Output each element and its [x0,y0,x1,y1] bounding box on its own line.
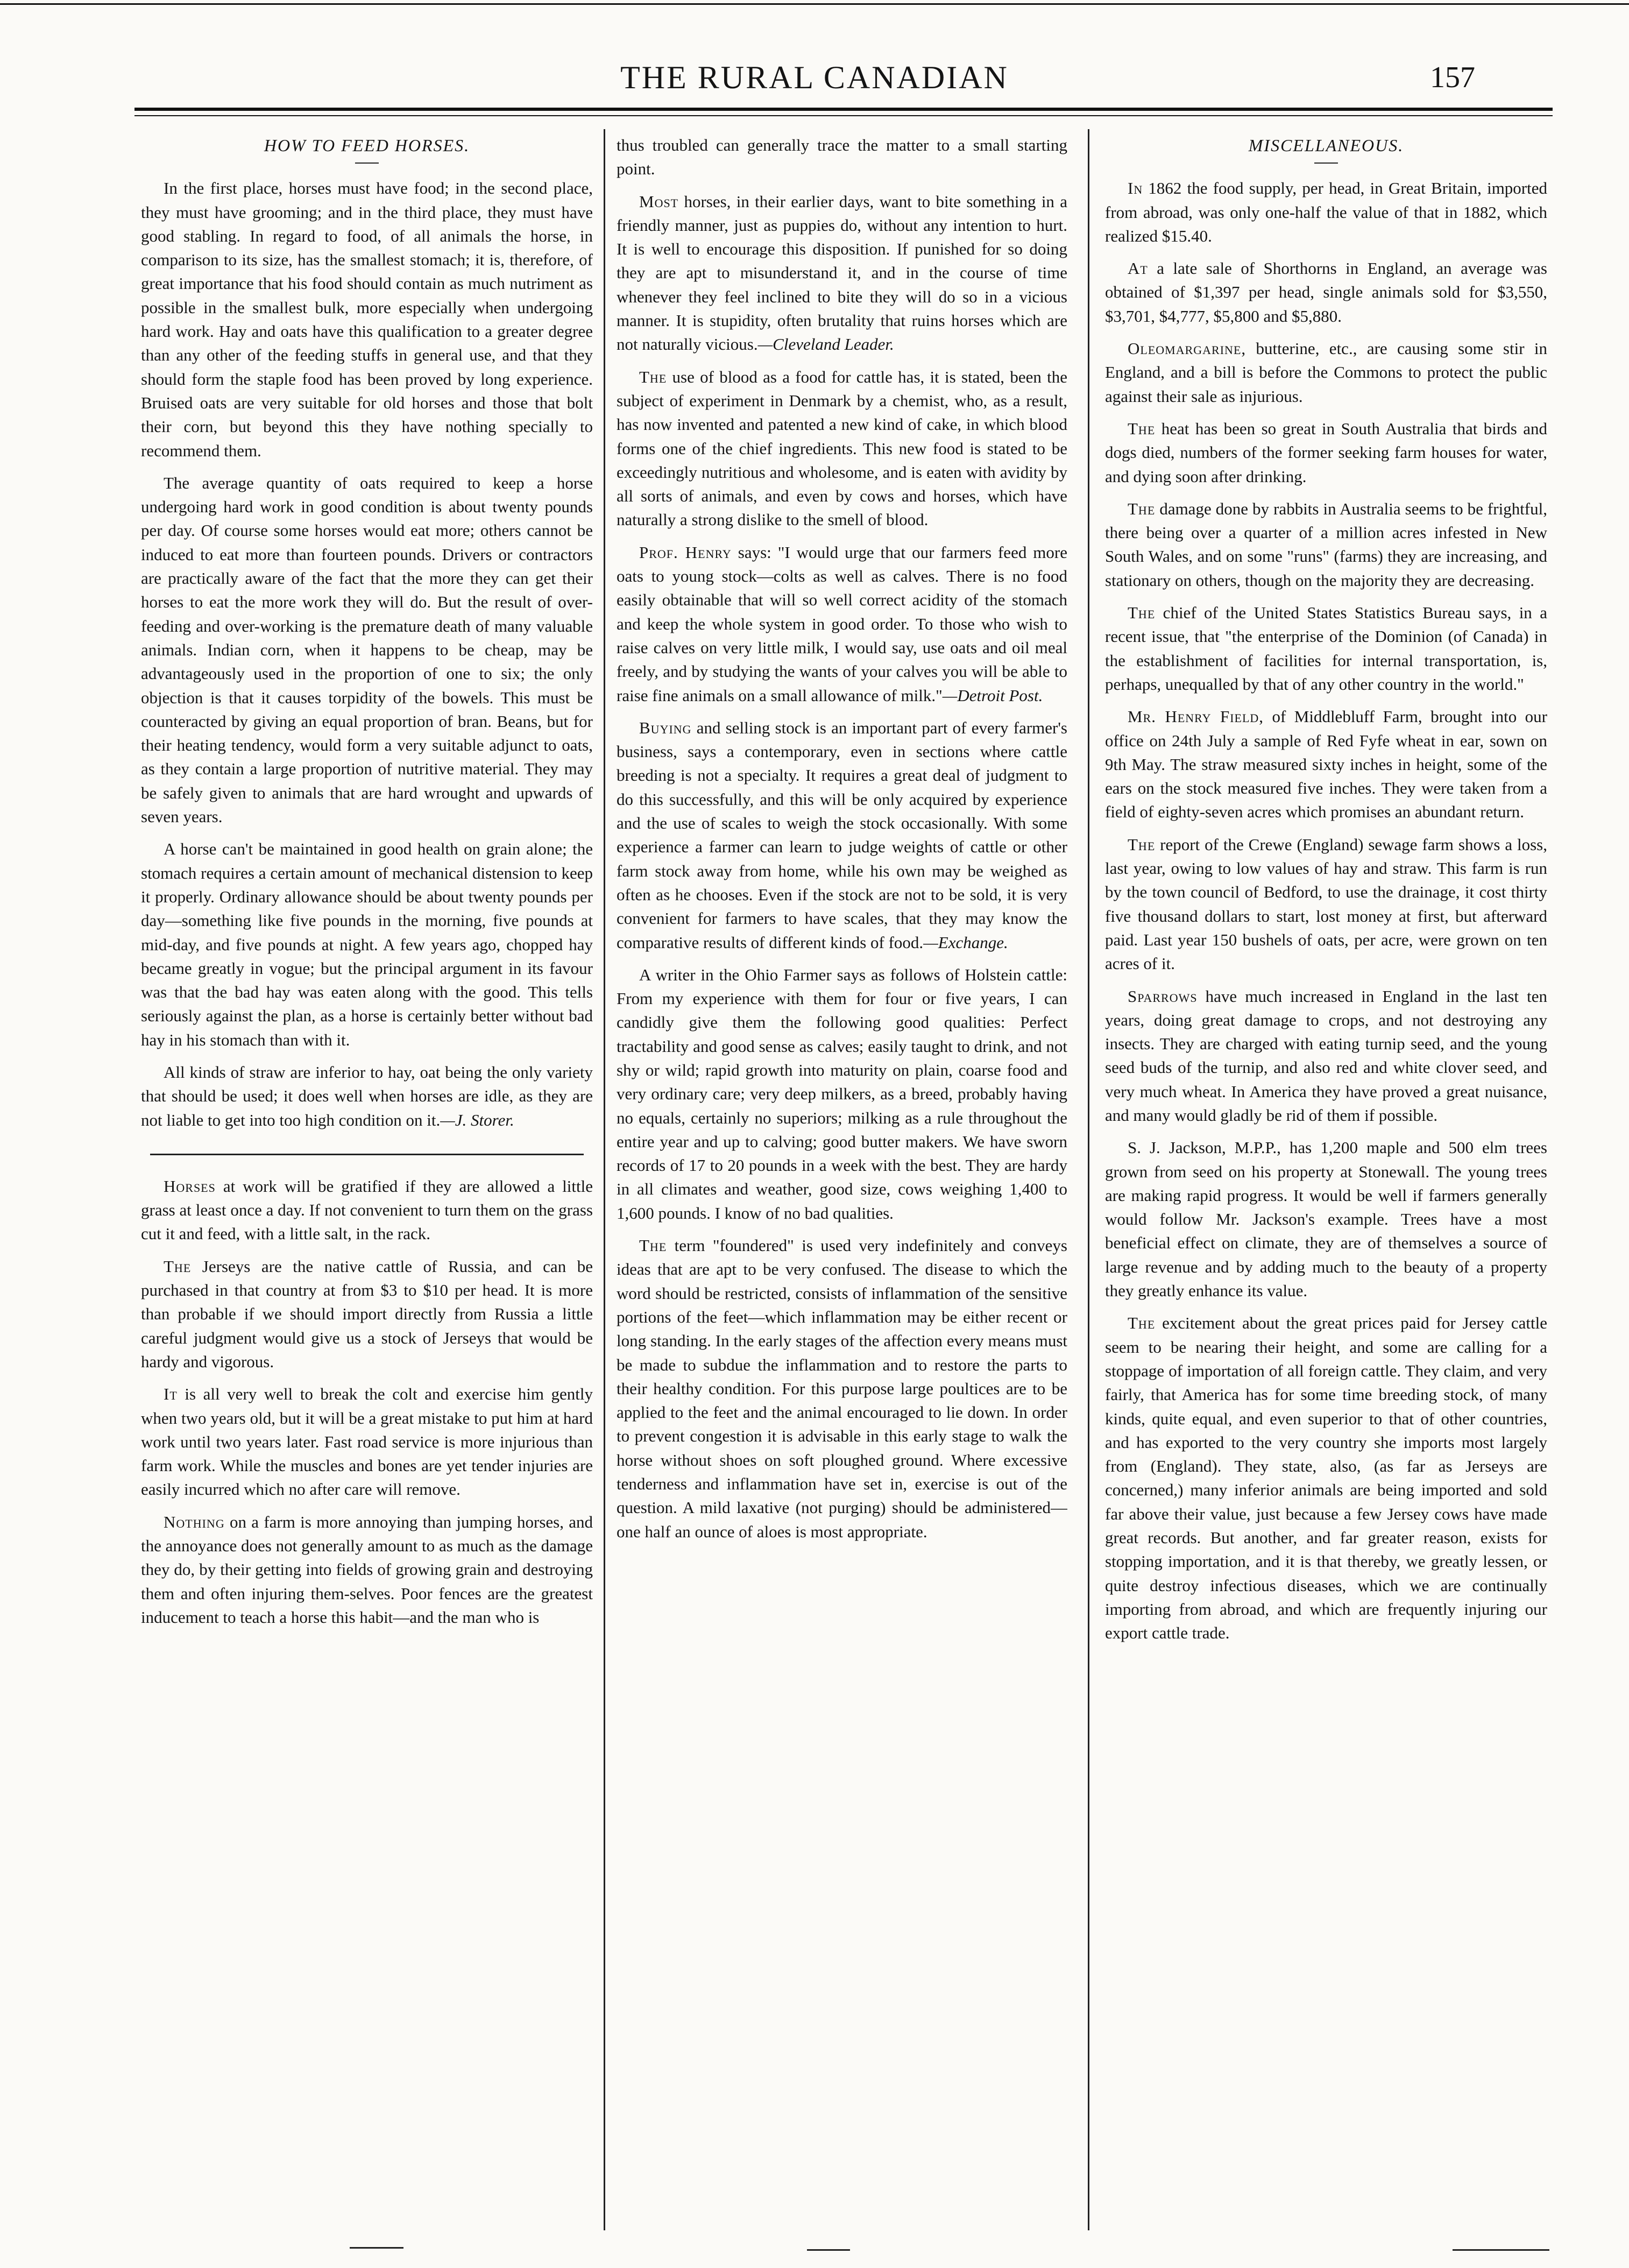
article-lead-word: The [1128,1313,1156,1333]
footer-rule-left [350,2247,403,2249]
article-text: chief of the United States Statistics Bureau says, in a recent issue, that "the enterprise of the Dominion (of Canada) in the establishment of facilities for internal transportation, is, perhaps, unequalled by that of any other country in the world." [1105,603,1547,694]
article-lead-word: The [1128,603,1156,623]
article-text: horses, in their earlier days, want to bite something in a friendly manner, just as puppies do, without any intention to hurt. It is well to encourage this disposition. If punished for so doing they are apt to misunderstand it, and in the course of time whenever they feel inclined to bite they will do so in a vicious manner. It is stupidity, often brutality that ruins horses which are not naturally vicious. [617,192,1067,354]
article-lead-word: The [1128,499,1156,518]
article-text: damage done by rabbits in Australia seems to be frightful, there being over a quarter of a million acres infested in New South Wales, and on some "runs" (farms) they are increasing, and stationary on others, though on the majority they are decreasing. [1105,499,1547,590]
article-paragraph [1105,337,1547,408]
article-paragraph [1105,601,1547,696]
article-lead-word: Mr. Henry Field, [1128,707,1264,726]
article-paragraph [617,133,1067,181]
article-paragraph [617,963,1067,1225]
article-paragraph [141,1255,593,1374]
column-divider-2 [1088,129,1089,2230]
article-text: term "foundered" is used very indefinitely and conveys ideas that are apt to be very confused. The disease to which the word should be restricted, consists of inflammation of the sensitive portions of the feet—which inflammation may be either recent or long standing. In the early stages of the affection every means must be made to subdue the inflammation and to restore the parts to their healthy condition. For this purpose large poultices are to be applied to the feet and the animal encouraged to lie down. In order to prevent congestion it is advisable in this early stage to walk the horse without shoes on soft ploughed ground. Where excessive tenderness and inflammation have set in, exercise is out of the question. A mild laxative (not purging) should be administered—one half an ounce of aloes is most appropriate. [617,1236,1067,1541]
top-rule [0,3,1629,5]
article-lead-word: The [639,1236,667,1255]
article-text: S. J. Jackson, M.P.P., has 1,200 maple and 500 elm trees grown from seed on his property at Stonewall. The young trees are making rapid progress. It would be well if farmers generally would follow Mr. Jackson's example. Trees have a most beneficial effect on climate, they are of themselves a source of large revenue and by adding much to the beauty of a property they greatly enhance its value. [1105,1138,1547,1301]
article-lead-word: Horses [164,1176,216,1196]
article-text: 1862 the food supply, per head, in Great Britain, imported from abroad, was only one-half the value of that in 1882, which realized $15.40. [1105,179,1547,245]
column-2 [617,133,1067,2237]
article-text: and selling stock is an important part of every farmer's business, says a contemporary, even in sections where cattle breeding is not a specialty. It requires a great deal of judgment to do this successfully, and this will be only acquired by experience and the use of scales to weigh the stock occasionally. With some experience a farmer can learn to judge weights of cattle or other farm stock away from home, while his own may be weighed as often as he chooses. Even if the stock are not to be sold, it is very convenient for farmers to have scales, that they may know the comparative results of different kinds of food. [617,718,1067,952]
section-separator [150,1154,584,1155]
column-heading: HOW TO FEED HORSES. [264,136,470,155]
article-paragraph [1105,176,1547,248]
article-paragraph [141,1175,593,1246]
masthead [0,51,1629,104]
article-lead-word: The [639,367,667,386]
article-lead-word: The [1128,835,1156,854]
article-text: is all very well to break the colt and exercise him gently when two years old, but it will be a great mistake to put him at hard work until two years later. Fast road service is more injurious than farm work. While the muscles and bones are yet tender injuries are easily incurred which no after care will remove. [141,1384,593,1499]
article-paragraph [141,1061,593,1132]
article-text: A horse can't be maintained in good health on grain alone; the stomach requires a certain amount of mechanical distension to keep it properly. Ordinary allowance should be about twenty pounds per day—something like five pounds in the morning, five pounds at mid-day, and five pounds at night. A few years ago, chopped hay became greatly in vogue; but the principal argument in its favour was that the bad hay was eaten along with the good. This tells seriously against the plan, as a horse is certainly better without bad hay in his stomach than with it. [141,839,593,1049]
article-text: on a farm is more annoying than jumping horses, and the annoyance does not generally amount to as much as the damage they do, by their getting into fields of growing grain and destroying them and often injuring them-selves. Poor fences are the greatest inducement to teach a horse this habit—and the man who is [141,1512,593,1627]
article-source: —Exchange. [923,932,1008,952]
article-paragraph [1105,833,1547,976]
column-heading: MISCELLANEOUS. [1248,136,1404,155]
article-paragraph [1105,257,1547,328]
article-paragraph [617,541,1067,708]
article-text: at work will be gratified if they are allowed a little grass at least once a day. If not convenient to turn them on the grass cut it and feed, with a little salt, in the rack. [141,1176,593,1243]
article-text: of Middlebluff Farm, brought into our office on 24th July a sample of Red Fyfe wheat in ear, sown on 9th May. The straw measured sixty inches in height, some of the ears on the stock measured five inches. They were taken from a field of eighty-seven acres which promises an abundant return. [1105,707,1547,822]
publication-title: THE RURAL CANADIAN [620,60,1009,95]
footer-rule-center [807,2249,850,2251]
article-paragraph [1105,497,1547,592]
article-paragraph [1105,1136,1547,1303]
article-source: —Detroit Post. [942,686,1043,705]
article-paragraph [141,837,593,1052]
column-3 [1105,133,1547,2237]
article-lead-word: Nothing [164,1512,225,1531]
article-lead-word: Most [639,192,679,211]
article-text: All kinds of straw are inferior to hay, oat being the only variety that should be used; it does well when horses are idle, as they are not liable to get into too high condition on it. [141,1062,593,1129]
article-paragraph [141,1510,593,1629]
article-paragraph [617,716,1067,955]
article-paragraph [617,190,1067,357]
masthead-rule-thick [134,108,1553,111]
article-lead-word: The [164,1256,192,1276]
article-lead-word: Oleomargarine, [1128,339,1246,358]
article-source: —J. Storer. [440,1110,514,1129]
article-text: heat has been so great in South Australia that birds and dogs died, numbers of the former seeking farm houses for water, and dying soon after drinking. [1105,419,1547,486]
article-paragraph [617,1234,1067,1544]
heading-dash [1314,162,1338,164]
article-paragraph [1105,985,1547,1128]
article-paragraph [1105,417,1547,489]
article-paragraph [1105,1311,1547,1645]
article-text: The average quantity of oats required to keep a horse undergoing hard work in good condition is about twenty pounds per day. Of course some horses would eat more; others cannot be induced to eat more than fourteen pounds. Drivers or contractors are practically aware of the fact that the more they can get their horses to eat the more work they will do. But the result of over-feeding and over-working is the premature death of many valuable animals. Indian corn, when it happens to be cheap, may be advantageously used in the proportion of one to six; the only objection is that it causes torpidity of the bowels. This must be counteracted by giving an equal proportion of bran. Beans, but for their heating tendency, would form a very suitable adjunct to oats, as they contain a large proportion of nutritive material. They may be safely given to animals that are hard wrought and upwards of seven years. [141,473,593,826]
article-lead-word: The [1128,419,1156,438]
article-lead-word: Buying [639,718,692,737]
page-number: 157 [1430,61,1475,94]
article-lead-word: Prof. Henry [639,542,732,562]
article-text: use of blood as a food for cattle has, it is stated, been the subject of experiment in Denmark by a chemist, who, as a result, has now invented and patented a new kind of cake, in which blood forms one of the chief ingredients. This new food is stated to be exceedingly nutritious and wholesome, and is eaten with avidity by all sorts of animals, and even by cows and horses, which have naturally a strong dislike to the smell of blood. [617,367,1067,529]
article-text: Jerseys are the native cattle of Russia, and can be purchased in that country at from $3 to $10 per head. It is more than probable if we should import directly from Russia a little careful judgment would give us a stock of Jerseys that would be hardy and vigorous. [141,1256,593,1371]
article-text: thus troubled can generally trace the matter to a small starting point. [617,136,1067,179]
article-paragraph [1105,705,1547,824]
masthead-rule-thin [134,115,1553,116]
column-divider-1 [604,129,605,2230]
article-lead-word: It [164,1384,178,1404]
footer-rule-right [1453,2249,1549,2251]
article-text: says: "I would urge that our farmers feed more oats to young stock—colts as well as calves. There is no food easily obtainable that will so well correct acidity of the stomach and keep the whole system in good order. To those who wish to raise calves on very little milk, I would say, use oats and oil meal freely, and by studying the wants of your calves you will be able to raise fine animals on a small allowance of milk." [617,542,1067,705]
article-text: have much increased in England in the last ten years, doing great damage to crops, and not destroying any insects. They are charged with eating turnip seed, and the young seed buds of the turnip, and also red and white clover seed, and very much wheat. In America they have proved a great nuisance, and many would gladly be rid of them if possible. [1105,986,1547,1125]
article-paragraph [141,1382,593,1501]
article-text: a late sale of Shorthorns in England, an average was obtained of $1,397 per head, single animals sold for $3,550, $3,701, $4,777, $5,800 and $5,880. [1105,259,1547,326]
article-paragraph [141,176,593,463]
article-paragraph [617,365,1067,532]
article-text: In the first place, horses must have food; in the second place, they must have grooming; and in the third place, they must have good stabling. In regard to food, of all animals the horse, in comparison to its size, has the smallest stomach; it is, therefore, of great importance that his food should contain as much nutriment as possible in the smallest bulk, more especially when undergoing hard work. Hay and oats have this qualification to a greater degree than any other of the feeding stuffs in general use, and that they should form the staple food has been proved by long experience. Bruised oats are very suitable for old horses and those that bolt their corn, but beyond this they have nothing specially to recommend them. [141,179,593,460]
column-1 [141,133,593,2237]
article-lead-word: Sparrows [1128,986,1198,1006]
article-text: report of the Crewe (England) sewage farm shows a loss, last year, owing to low values of hay and straw. This farm is run by the town council of Bedford, to use the drainage, it cost thirty five thousand dollars to start, lost money at first, but afterward paid. Last year 150 bushels of oats, per acre, were grown on ten acres of it. [1105,835,1547,973]
article-text: A writer in the Ohio Farmer says as follows of Holstein cattle: From my experience with them for four or five years, I can candidly give them the following good qualities: Perfect tractability and good sense as calves; easily taught to drink, and not shy or wild; rapid growth into maturity on plain, coarse food and very ordinary care; very deep milkers, as a breed, probably having no equals, certainly no superiors; milking as a rule throughout the entire year and up to calving; good butter makers. We have sworn records of 17 to 20 pounds in a week with the best. They are hardy in all climates and weather, good size, cows weighing 1,400 to 1,600 pounds. I know of no bad qualities. [617,965,1067,1223]
article-paragraph [141,471,593,829]
article-text: excitement about the great prices paid for Jersey cattle seem to be nearing their height, and some are calling for a stoppage of importation of all foreign cattle. They claim, and very fairly, that America has for some time breeding stock, of many kinds, quite equal, and even superior to that of other countries, and has exported to the very country she imports most largely from (England). They state, also, (as far as Jerseys are concerned,) many inferior animals are being imported and sold far above their value, just because a few Jersey cows have made great records. But another, and far greater reason, exists for stopping importation, and it is that thereby, we greatly lessen, or quite destroy infectious diseases, which we are continually importing from abroad, and which are frequently injuring our export cattle trade. [1105,1313,1547,1643]
article-lead-word: At [1128,259,1148,278]
article-lead-word: In [1128,179,1143,198]
heading-dash [355,162,379,164]
article-source: —Cleveland Leader. [757,335,894,354]
article-text: butterine, etc., are causing some stir in England, and a bill is before the Commons to protect the public against their sale as injurious. [1105,339,1547,406]
